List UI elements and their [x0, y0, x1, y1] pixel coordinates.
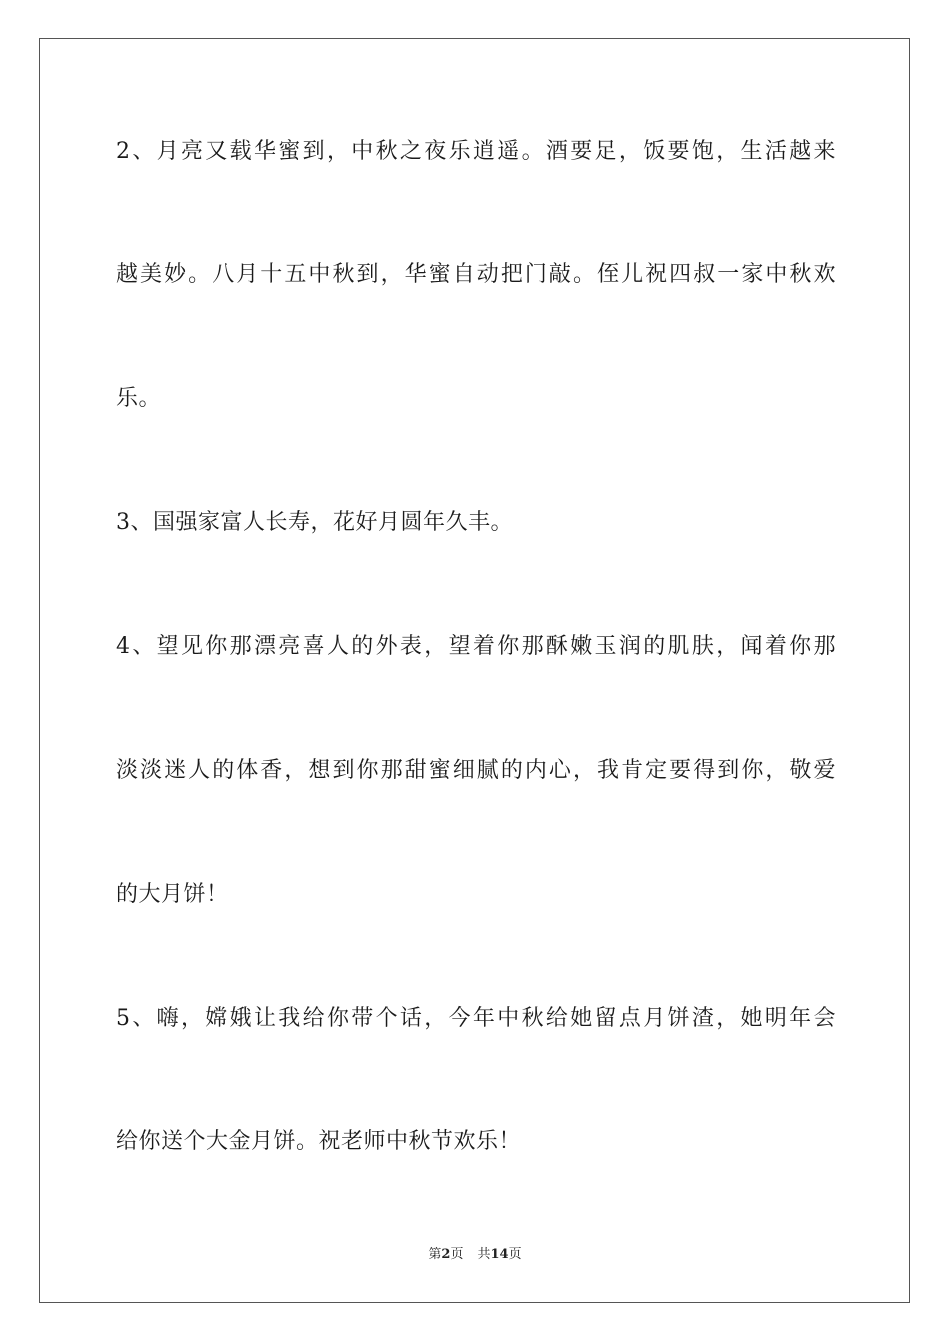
total-suffix: 页 [508, 1247, 522, 1262]
total-prefix: 共 [477, 1247, 491, 1262]
page-border [39, 38, 910, 1303]
text-line-8: 5、嗨，嫦娥让我给你带个话，今年中秋给她留点月饼渣，她明年会 [116, 1006, 836, 1031]
text-line-1: 2、月亮又载华蜜到，中秋之夜乐逍遥。酒要足，饭要饱，生活越来 [116, 139, 836, 164]
text-line-9: 给你送个大金月饼。祝老师中秋节欢乐！ [116, 1129, 522, 1154]
page-prefix: 第 [428, 1247, 442, 1262]
page-number: 2 [441, 1247, 451, 1262]
text-line-5: 4、望见你那漂亮喜人的外表，望着你那酥嫩玉润的肌肤，闻着你那 [116, 634, 836, 659]
total-pages: 14 [490, 1247, 509, 1262]
page-footer [0, 1246, 950, 1264]
text-line-2: 越美妙。八月十五中秋到，华蜜自动把门敲。侄儿祝四叔一家中秋欢 [116, 262, 836, 287]
text-line-3: 乐。 [116, 386, 162, 411]
text-line-7: 的大月饼！ [116, 882, 229, 907]
text-line-6: 淡淡迷人的体香，想到你那甜蜜细腻的内心，我肯定要得到你，敬爱 [116, 758, 836, 783]
text-line-4: 3、国强家富人长寿，花好月圆年久丰。 [116, 510, 513, 535]
page-suffix: 页 [450, 1247, 464, 1262]
